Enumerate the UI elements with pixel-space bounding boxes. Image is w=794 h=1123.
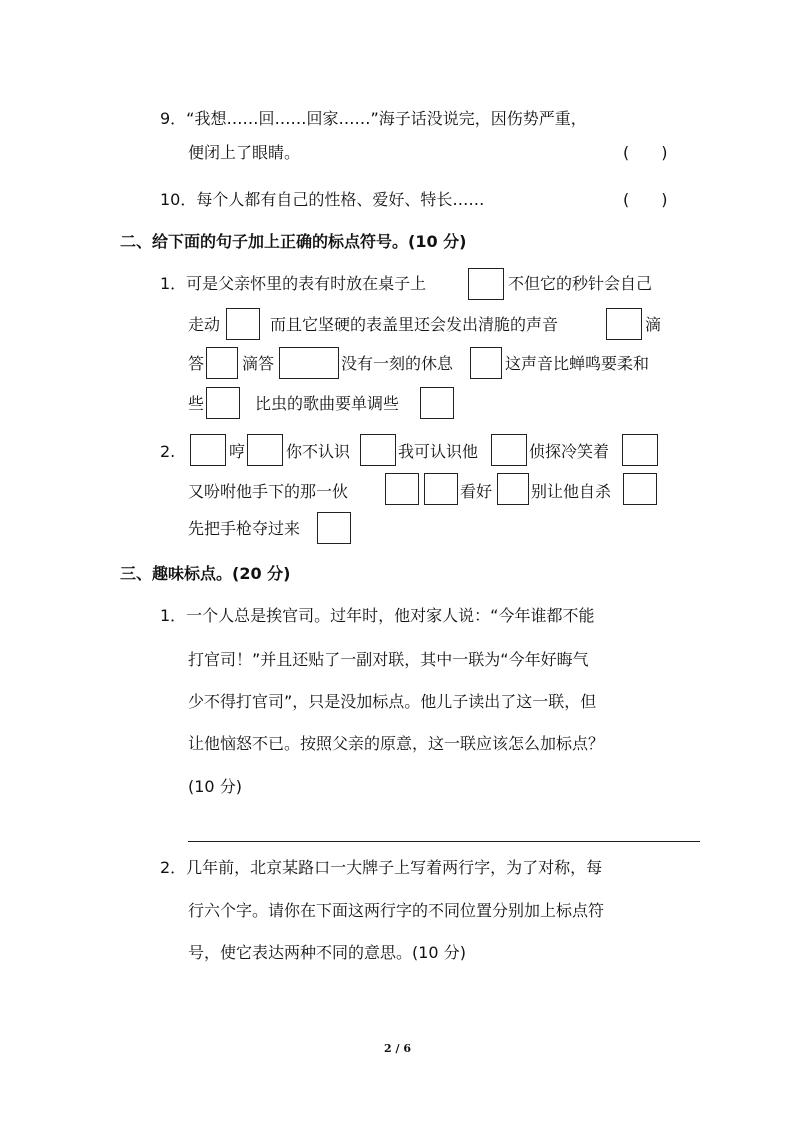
section2-heading: 二、给下面的句子加上正确的标点符号。(10 分) [120, 232, 467, 251]
punctuation-box[interactable] [497, 473, 529, 505]
s2-item1-l2b: 而且它坚硬的表盖里还会发出清脆的声音 [270, 315, 559, 334]
s3-item2-l3: 号，使它表达两种不同的意思。(10 分) [188, 943, 466, 962]
s2-item2-l2a: 又吩咐他手下的那一伙 [188, 482, 349, 501]
q9-line2: 便闭上了眼睛。 [188, 143, 301, 162]
punctuation-box[interactable] [190, 434, 226, 466]
s2-item2-l1a: 哼 [229, 442, 246, 461]
q9-answer-paren[interactable]: ( ) [623, 143, 668, 162]
s3-item2-l1: 2．几年前，北京某路口一大牌子上写着两行字，为了对称，每 [160, 858, 603, 877]
s2-item1-l3c: 没有一刻的休息 [341, 354, 454, 373]
s2-item2-l1d: 侦探冷笑着 [529, 442, 610, 461]
s3-item1-l2: 打官司！”并且还贴了一副对联，其中一联为“今年好晦气 [188, 650, 589, 669]
section3-heading: 三、趣味标点。(20 分) [120, 564, 291, 583]
page-number: 2 / 6 [384, 1042, 411, 1055]
s2-item2-l2c: 别让他自杀 [531, 482, 612, 501]
punctuation-box[interactable] [279, 347, 339, 379]
punctuation-box[interactable] [206, 387, 240, 419]
punctuation-box[interactable] [360, 434, 396, 466]
punctuation-box[interactable] [420, 387, 454, 419]
s3-item1-l3: 少不得打官司”，只是没加标点。他儿子读出了这一联，但 [188, 692, 597, 711]
s2-item1-l2a: 走动 [188, 315, 221, 334]
s3-item1-l1: 1．一个人总是挨官司。过年时，他对家人说：“今年谁都不能 [160, 606, 595, 625]
s3-item1-l5: (10 分) [188, 777, 242, 796]
punctuation-box[interactable] [470, 347, 502, 379]
punctuation-box[interactable] [606, 308, 642, 340]
s3-item1-l4: 让他恼怒不已。按照父亲的原意，这一联应该怎么加标点？ [188, 734, 605, 753]
punctuation-box[interactable] [424, 473, 458, 505]
punctuation-box[interactable] [206, 347, 238, 379]
punctuation-box[interactable] [385, 473, 419, 505]
s2-item2-num: 2. [160, 442, 176, 461]
punctuation-box[interactable] [247, 434, 283, 466]
s2-item1-l3a: 答 [188, 354, 205, 373]
punctuation-box[interactable] [622, 434, 658, 466]
punctuation-box[interactable] [623, 473, 657, 505]
answer-line[interactable] [188, 841, 700, 842]
punctuation-box[interactable] [317, 512, 351, 544]
s3-item2-l2: 行六个字。请你在下面这两行字的不同位置分别加上标点符 [188, 901, 605, 920]
q9-line1: 9．“我想……回……回家……”海子话没说完，因伤势严重， [160, 109, 587, 128]
punctuation-box[interactable] [491, 434, 527, 466]
s2-item1-l3b: 滴答 [242, 354, 275, 373]
q10-answer-paren[interactable]: ( ) [623, 190, 668, 209]
s2-item2-l1b: 你不认识 [286, 442, 351, 461]
s2-item1-l4a: 些 [188, 394, 205, 413]
punctuation-box[interactable] [468, 268, 504, 300]
s2-item1-l4b: 比虫的歌曲要单调些 [255, 394, 400, 413]
s2-item2-l3a: 先把手枪夺过来 [188, 519, 301, 538]
s2-item1-l1b: 不但它的秒针会自己 [508, 274, 653, 293]
q10-line1: 10．每个人都有自己的性格、爱好、特长…… [160, 190, 485, 209]
s2-item1-l1a: 1．可是父亲怀里的表有时放在桌子上 [160, 274, 427, 293]
punctuation-box[interactable] [226, 308, 260, 340]
s2-item2-l1c: 我可认识他 [398, 442, 479, 461]
s2-item1-l2c: 滴 [645, 315, 662, 334]
s2-item2-l2b: 看好 [460, 482, 493, 501]
s2-item1-l3d: 这声音比蝉鸣要柔和 [505, 354, 650, 373]
